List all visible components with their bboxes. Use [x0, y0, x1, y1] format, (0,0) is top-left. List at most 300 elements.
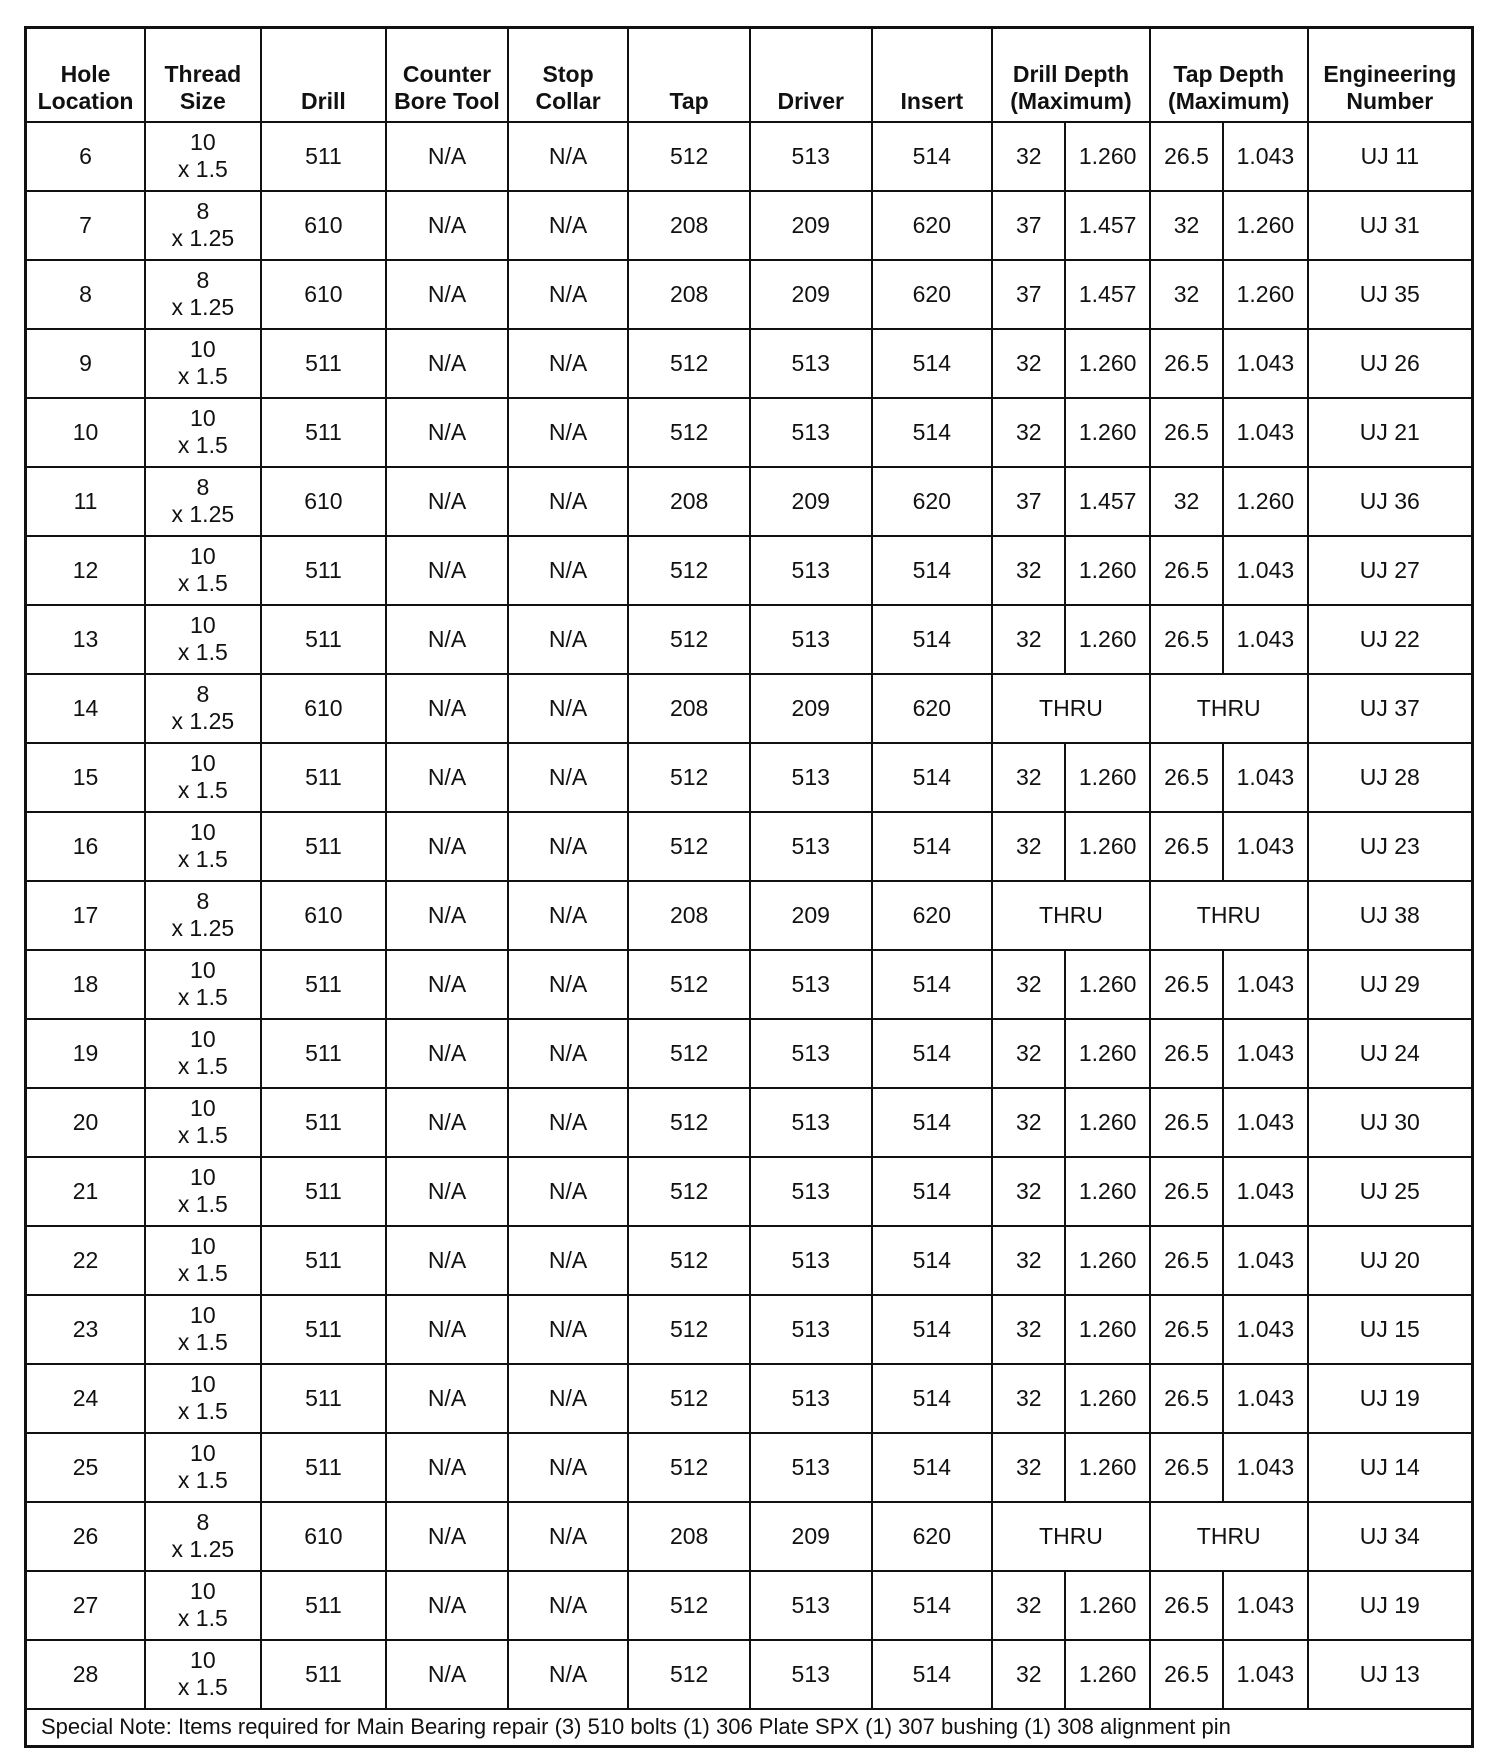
cell-driver: 513 — [750, 1640, 872, 1709]
cell-drill-depth-in: 1.457 — [1065, 260, 1149, 329]
table-row — [26, 743, 1473, 812]
cell-stop-collar: N/A — [508, 881, 629, 950]
table-row — [26, 1364, 1473, 1433]
cell-drill: 511 — [261, 950, 387, 1019]
cell-tap-depth-mm: 26.5 — [1150, 329, 1223, 398]
cell-drill-depth-mm: 32 — [992, 329, 1065, 398]
cell-thread-size: 8 x 1.25 — [145, 674, 261, 743]
cell-insert: 620 — [872, 191, 993, 260]
cell-hole-location: 19 — [26, 1019, 146, 1088]
cell-drill-depth-in: 1.260 — [1065, 1640, 1149, 1709]
table-body — [26, 122, 1473, 1747]
cell-tap-depth-in: 1.043 — [1223, 812, 1307, 881]
cell-hole-location: 22 — [26, 1226, 146, 1295]
cell-driver: 209 — [750, 881, 872, 950]
cell-tap: 512 — [628, 1364, 750, 1433]
cell-tap-depth-mm: 32 — [1150, 467, 1223, 536]
table-row — [26, 1295, 1473, 1364]
cell-drill-depth-mm: 32 — [992, 1088, 1065, 1157]
cell-engineering-number: UJ 36 — [1308, 467, 1473, 536]
cell-counter-bore-tool: N/A — [386, 812, 508, 881]
cell-engineering-number: UJ 21 — [1308, 398, 1473, 467]
cell-counter-bore-tool: N/A — [386, 467, 508, 536]
cell-tap: 512 — [628, 1640, 750, 1709]
cell-counter-bore-tool: N/A — [386, 605, 508, 674]
cell-driver: 513 — [750, 536, 872, 605]
cell-insert: 620 — [872, 881, 993, 950]
cell-tap: 512 — [628, 1571, 750, 1640]
cell-tap-depth-mm: 26.5 — [1150, 122, 1223, 191]
header-insert: Insert — [872, 28, 993, 122]
cell-counter-bore-tool: N/A — [386, 1157, 508, 1226]
special-note-row — [26, 1709, 1473, 1747]
cell-engineering-number: UJ 34 — [1308, 1502, 1473, 1571]
cell-drill: 610 — [261, 1502, 387, 1571]
cell-counter-bore-tool: N/A — [386, 1088, 508, 1157]
cell-stop-collar: N/A — [508, 1502, 629, 1571]
cell-thread-size: 10 x 1.5 — [145, 950, 261, 1019]
cell-thread-size: 8 x 1.25 — [145, 191, 261, 260]
cell-drill-depth-in: 1.260 — [1065, 812, 1149, 881]
cell-drill-depth-in: 1.260 — [1065, 1157, 1149, 1226]
header-tap: Tap — [628, 28, 750, 122]
cell-driver: 513 — [750, 950, 872, 1019]
cell-driver: 209 — [750, 1502, 872, 1571]
cell-drill-depth-in: 1.260 — [1065, 1571, 1149, 1640]
cell-tap-depth-mm: 32 — [1150, 191, 1223, 260]
cell-stop-collar: N/A — [508, 398, 629, 467]
cell-engineering-number: UJ 35 — [1308, 260, 1473, 329]
table-row — [26, 881, 1473, 950]
table-row — [26, 467, 1473, 536]
cell-engineering-number: UJ 25 — [1308, 1157, 1473, 1226]
cell-driver: 513 — [750, 1226, 872, 1295]
cell-insert: 514 — [872, 1364, 993, 1433]
cell-hole-location: 13 — [26, 605, 146, 674]
cell-counter-bore-tool: N/A — [386, 191, 508, 260]
cell-stop-collar: N/A — [508, 950, 629, 1019]
cell-thread-size: 10 x 1.5 — [145, 812, 261, 881]
cell-hole-location: 7 — [26, 191, 146, 260]
cell-drill: 511 — [261, 1364, 387, 1433]
cell-driver: 513 — [750, 1571, 872, 1640]
cell-thread-size: 10 x 1.5 — [145, 1571, 261, 1640]
cell-hole-location: 25 — [26, 1433, 146, 1502]
cell-drill: 610 — [261, 191, 387, 260]
cell-drill-depth-thru: THRU — [992, 674, 1150, 743]
cell-thread-size: 10 x 1.5 — [145, 1364, 261, 1433]
cell-tap-depth-mm: 26.5 — [1150, 950, 1223, 1019]
cell-hole-location: 8 — [26, 260, 146, 329]
table-row — [26, 950, 1473, 1019]
header-thread-size: Thread Size — [145, 28, 261, 122]
cell-drill: 511 — [261, 1295, 387, 1364]
cell-counter-bore-tool: N/A — [386, 1295, 508, 1364]
header-drill: Drill — [261, 28, 387, 122]
cell-tap-depth-in: 1.043 — [1223, 1157, 1307, 1226]
cell-tap-depth-mm: 26.5 — [1150, 605, 1223, 674]
cell-engineering-number: UJ 19 — [1308, 1364, 1473, 1433]
cell-thread-size: 10 x 1.5 — [145, 398, 261, 467]
cell-tap-depth-in: 1.260 — [1223, 260, 1307, 329]
cell-tap-depth-in: 1.043 — [1223, 1226, 1307, 1295]
cell-drill-depth-mm: 32 — [992, 1019, 1065, 1088]
cell-hole-location: 12 — [26, 536, 146, 605]
cell-drill-depth-mm: 32 — [992, 743, 1065, 812]
cell-tap: 512 — [628, 1295, 750, 1364]
header-tap-depth: Tap Depth (Maximum) — [1150, 28, 1308, 122]
cell-driver: 513 — [750, 398, 872, 467]
cell-drill-depth-thru: THRU — [992, 881, 1150, 950]
cell-hole-location: 15 — [26, 743, 146, 812]
cell-drill-depth-in: 1.260 — [1065, 605, 1149, 674]
cell-counter-bore-tool: N/A — [386, 1640, 508, 1709]
cell-stop-collar: N/A — [508, 743, 629, 812]
cell-tap: 512 — [628, 536, 750, 605]
cell-tap-depth-in: 1.043 — [1223, 1433, 1307, 1502]
cell-drill-depth-in: 1.260 — [1065, 1088, 1149, 1157]
cell-driver: 513 — [750, 1157, 872, 1226]
cell-stop-collar: N/A — [508, 1295, 629, 1364]
cell-drill-depth-in: 1.260 — [1065, 1364, 1149, 1433]
cell-drill-depth-mm: 32 — [992, 398, 1065, 467]
cell-tap: 512 — [628, 1019, 750, 1088]
cell-drill-depth-thru: THRU — [992, 1502, 1150, 1571]
special-note: Special Note: Items required for Main Bearing repair (3) 510 bolts (1) 306 Plate SPX (1) 307 bushing (1) 308 alignment pin — [26, 1709, 1473, 1747]
cell-drill: 610 — [261, 674, 387, 743]
cell-thread-size: 10 x 1.5 — [145, 1295, 261, 1364]
cell-thread-size: 10 x 1.5 — [145, 329, 261, 398]
cell-counter-bore-tool: N/A — [386, 1226, 508, 1295]
cell-counter-bore-tool: N/A — [386, 536, 508, 605]
cell-engineering-number: UJ 19 — [1308, 1571, 1473, 1640]
cell-tap-depth-in: 1.043 — [1223, 536, 1307, 605]
cell-drill-depth-mm: 32 — [992, 812, 1065, 881]
table-row — [26, 674, 1473, 743]
table-row — [26, 191, 1473, 260]
cell-tap: 512 — [628, 329, 750, 398]
cell-insert: 514 — [872, 1019, 993, 1088]
cell-hole-location: 14 — [26, 674, 146, 743]
cell-counter-bore-tool: N/A — [386, 1364, 508, 1433]
cell-engineering-number: UJ 28 — [1308, 743, 1473, 812]
cell-tap-depth-mm: 26.5 — [1150, 1433, 1223, 1502]
cell-hole-location: 16 — [26, 812, 146, 881]
cell-tap: 512 — [628, 122, 750, 191]
cell-drill-depth-in: 1.260 — [1065, 536, 1149, 605]
cell-insert: 514 — [872, 812, 993, 881]
cell-drill: 511 — [261, 605, 387, 674]
cell-drill-depth-mm: 32 — [992, 536, 1065, 605]
table-row — [26, 1571, 1473, 1640]
cell-engineering-number: UJ 22 — [1308, 605, 1473, 674]
cell-driver: 209 — [750, 674, 872, 743]
cell-drill-depth-mm: 32 — [992, 122, 1065, 191]
cell-drill-depth-mm: 32 — [992, 1571, 1065, 1640]
cell-stop-collar: N/A — [508, 1364, 629, 1433]
cell-tap-depth-thru: THRU — [1150, 881, 1308, 950]
cell-tap-depth-mm: 26.5 — [1150, 1571, 1223, 1640]
cell-tap-depth-mm: 26.5 — [1150, 1226, 1223, 1295]
cell-stop-collar: N/A — [508, 329, 629, 398]
cell-tap: 512 — [628, 398, 750, 467]
cell-tap: 512 — [628, 1433, 750, 1502]
table-row — [26, 260, 1473, 329]
header-driver: Driver — [750, 28, 872, 122]
cell-insert: 514 — [872, 398, 993, 467]
table-row — [26, 329, 1473, 398]
cell-drill: 511 — [261, 743, 387, 812]
cell-drill: 511 — [261, 1157, 387, 1226]
cell-drill-depth-in: 1.457 — [1065, 191, 1149, 260]
cell-thread-size: 10 x 1.5 — [145, 1226, 261, 1295]
cell-stop-collar: N/A — [508, 1226, 629, 1295]
cell-drill-depth-mm: 37 — [992, 191, 1065, 260]
cell-drill: 511 — [261, 536, 387, 605]
cell-engineering-number: UJ 38 — [1308, 881, 1473, 950]
cell-counter-bore-tool: N/A — [386, 1571, 508, 1640]
cell-tap-depth-in: 1.260 — [1223, 467, 1307, 536]
cell-drill-depth-in: 1.260 — [1065, 1433, 1149, 1502]
cell-tap: 512 — [628, 1157, 750, 1226]
table-row — [26, 605, 1473, 674]
cell-tap-depth-in: 1.043 — [1223, 743, 1307, 812]
cell-hole-location: 28 — [26, 1640, 146, 1709]
cell-engineering-number: UJ 26 — [1308, 329, 1473, 398]
cell-stop-collar: N/A — [508, 1640, 629, 1709]
cell-drill: 610 — [261, 260, 387, 329]
cell-engineering-number: UJ 14 — [1308, 1433, 1473, 1502]
cell-thread-size: 8 x 1.25 — [145, 1502, 261, 1571]
cell-hole-location: 6 — [26, 122, 146, 191]
cell-engineering-number: UJ 23 — [1308, 812, 1473, 881]
cell-engineering-number: UJ 31 — [1308, 191, 1473, 260]
cell-drill-depth-mm: 32 — [992, 1364, 1065, 1433]
cell-thread-size: 10 x 1.5 — [145, 1019, 261, 1088]
cell-tap-depth-mm: 26.5 — [1150, 812, 1223, 881]
cell-drill: 511 — [261, 812, 387, 881]
cell-stop-collar: N/A — [508, 122, 629, 191]
cell-engineering-number: UJ 24 — [1308, 1019, 1473, 1088]
cell-tap-depth-thru: THRU — [1150, 674, 1308, 743]
cell-tap-depth-in: 1.043 — [1223, 122, 1307, 191]
cell-engineering-number: UJ 20 — [1308, 1226, 1473, 1295]
cell-driver: 513 — [750, 122, 872, 191]
cell-hole-location: 21 — [26, 1157, 146, 1226]
cell-tap: 208 — [628, 467, 750, 536]
cell-stop-collar: N/A — [508, 812, 629, 881]
table-row — [26, 812, 1473, 881]
table-row — [26, 1088, 1473, 1157]
cell-insert: 514 — [872, 536, 993, 605]
table-row — [26, 1433, 1473, 1502]
cell-counter-bore-tool: N/A — [386, 1019, 508, 1088]
cell-tap-depth-mm: 26.5 — [1150, 536, 1223, 605]
cell-tap-depth-in: 1.043 — [1223, 1295, 1307, 1364]
cell-tap-depth-mm: 26.5 — [1150, 1157, 1223, 1226]
cell-insert: 620 — [872, 260, 993, 329]
cell-engineering-number: UJ 37 — [1308, 674, 1473, 743]
cell-counter-bore-tool: N/A — [386, 674, 508, 743]
cell-tap: 512 — [628, 950, 750, 1019]
cell-tap: 208 — [628, 1502, 750, 1571]
table-row — [26, 1502, 1473, 1571]
cell-thread-size: 10 x 1.5 — [145, 743, 261, 812]
cell-insert: 514 — [872, 605, 993, 674]
cell-engineering-number: UJ 11 — [1308, 122, 1473, 191]
cell-stop-collar: N/A — [508, 1433, 629, 1502]
cell-tap: 512 — [628, 743, 750, 812]
cell-thread-size: 10 x 1.5 — [145, 122, 261, 191]
table-row — [26, 1640, 1473, 1709]
cell-hole-location: 20 — [26, 1088, 146, 1157]
header-engineering-number: Engineering Number — [1308, 28, 1473, 122]
cell-tap-depth-in: 1.043 — [1223, 950, 1307, 1019]
cell-drill: 511 — [261, 329, 387, 398]
cell-insert: 620 — [872, 1502, 993, 1571]
cell-driver: 513 — [750, 329, 872, 398]
cell-tap-depth-mm: 26.5 — [1150, 398, 1223, 467]
cell-thread-size: 10 x 1.5 — [145, 536, 261, 605]
cell-driver: 513 — [750, 812, 872, 881]
table-row — [26, 1019, 1473, 1088]
header-stop-collar: Stop Collar — [508, 28, 629, 122]
cell-hole-location: 23 — [26, 1295, 146, 1364]
cell-hole-location: 10 — [26, 398, 146, 467]
cell-tap-depth-mm: 26.5 — [1150, 1640, 1223, 1709]
cell-thread-size: 8 x 1.25 — [145, 881, 261, 950]
cell-thread-size: 8 x 1.25 — [145, 467, 261, 536]
cell-tap-depth-mm: 32 — [1150, 260, 1223, 329]
cell-counter-bore-tool: N/A — [386, 122, 508, 191]
cell-engineering-number: UJ 30 — [1308, 1088, 1473, 1157]
cell-counter-bore-tool: N/A — [386, 950, 508, 1019]
cell-counter-bore-tool: N/A — [386, 260, 508, 329]
cell-drill: 511 — [261, 1571, 387, 1640]
cell-driver: 209 — [750, 260, 872, 329]
cell-tap: 512 — [628, 1226, 750, 1295]
cell-driver: 209 — [750, 467, 872, 536]
cell-tap-depth-in: 1.260 — [1223, 191, 1307, 260]
table-row — [26, 398, 1473, 467]
cell-tap: 208 — [628, 881, 750, 950]
cell-drill-depth-in: 1.260 — [1065, 1226, 1149, 1295]
cell-hole-location: 26 — [26, 1502, 146, 1571]
cell-stop-collar: N/A — [508, 536, 629, 605]
cell-stop-collar: N/A — [508, 605, 629, 674]
cell-engineering-number: UJ 13 — [1308, 1640, 1473, 1709]
cell-engineering-number: UJ 15 — [1308, 1295, 1473, 1364]
cell-stop-collar: N/A — [508, 1157, 629, 1226]
cell-tap-depth-in: 1.043 — [1223, 329, 1307, 398]
cell-engineering-number: UJ 27 — [1308, 536, 1473, 605]
cell-drill-depth-mm: 32 — [992, 1226, 1065, 1295]
cell-drill-depth-in: 1.260 — [1065, 1295, 1149, 1364]
cell-driver: 209 — [750, 191, 872, 260]
cell-hole-location: 9 — [26, 329, 146, 398]
cell-driver: 513 — [750, 1433, 872, 1502]
tool-spec-table — [24, 26, 1474, 1748]
cell-drill: 610 — [261, 881, 387, 950]
cell-hole-location: 18 — [26, 950, 146, 1019]
cell-tap: 208 — [628, 191, 750, 260]
cell-stop-collar: N/A — [508, 1571, 629, 1640]
cell-drill-depth-mm: 32 — [992, 1295, 1065, 1364]
cell-stop-collar: N/A — [508, 1088, 629, 1157]
cell-driver: 513 — [750, 605, 872, 674]
cell-tap: 512 — [628, 1088, 750, 1157]
cell-drill-depth-in: 1.260 — [1065, 398, 1149, 467]
table-row — [26, 1226, 1473, 1295]
cell-tap-depth-in: 1.043 — [1223, 1571, 1307, 1640]
cell-insert: 514 — [872, 1433, 993, 1502]
cell-tap-depth-mm: 26.5 — [1150, 1364, 1223, 1433]
cell-drill-depth-mm: 37 — [992, 260, 1065, 329]
cell-counter-bore-tool: N/A — [386, 743, 508, 812]
cell-driver: 513 — [750, 743, 872, 812]
table-row — [26, 536, 1473, 605]
cell-insert: 514 — [872, 1226, 993, 1295]
cell-counter-bore-tool: N/A — [386, 329, 508, 398]
cell-hole-location: 17 — [26, 881, 146, 950]
cell-tap-depth-mm: 26.5 — [1150, 1019, 1223, 1088]
cell-drill-depth-mm: 32 — [992, 1640, 1065, 1709]
header-counter-bore-tool: Counter Bore Tool — [386, 28, 508, 122]
cell-drill: 511 — [261, 1088, 387, 1157]
cell-tap-depth-in: 1.043 — [1223, 1364, 1307, 1433]
cell-thread-size: 8 x 1.25 — [145, 260, 261, 329]
cell-insert: 514 — [872, 1571, 993, 1640]
cell-insert: 514 — [872, 1088, 993, 1157]
cell-hole-location: 11 — [26, 467, 146, 536]
cell-insert: 620 — [872, 674, 993, 743]
cell-driver: 513 — [750, 1088, 872, 1157]
cell-counter-bore-tool: N/A — [386, 398, 508, 467]
cell-engineering-number: UJ 29 — [1308, 950, 1473, 1019]
cell-thread-size: 10 x 1.5 — [145, 1433, 261, 1502]
cell-insert: 514 — [872, 329, 993, 398]
cell-tap-depth-mm: 26.5 — [1150, 1295, 1223, 1364]
cell-stop-collar: N/A — [508, 260, 629, 329]
cell-drill-depth-mm: 32 — [992, 950, 1065, 1019]
cell-counter-bore-tool: N/A — [386, 1502, 508, 1571]
cell-driver: 513 — [750, 1364, 872, 1433]
cell-hole-location: 27 — [26, 1571, 146, 1640]
cell-driver: 513 — [750, 1295, 872, 1364]
cell-thread-size: 10 x 1.5 — [145, 1088, 261, 1157]
cell-stop-collar: N/A — [508, 1019, 629, 1088]
cell-tap-depth-thru: THRU — [1150, 1502, 1308, 1571]
cell-drill-depth-mm: 37 — [992, 467, 1065, 536]
cell-drill-depth-in: 1.260 — [1065, 1019, 1149, 1088]
cell-thread-size: 10 x 1.5 — [145, 1640, 261, 1709]
cell-drill: 511 — [261, 1226, 387, 1295]
cell-tap: 208 — [628, 674, 750, 743]
cell-tap-depth-mm: 26.5 — [1150, 1088, 1223, 1157]
cell-insert: 514 — [872, 743, 993, 812]
cell-stop-collar: N/A — [508, 467, 629, 536]
cell-thread-size: 10 x 1.5 — [145, 1157, 261, 1226]
cell-drill-depth-mm: 32 — [992, 605, 1065, 674]
cell-hole-location: 24 — [26, 1364, 146, 1433]
cell-drill-depth-mm: 32 — [992, 1433, 1065, 1502]
cell-drill-depth-in: 1.260 — [1065, 122, 1149, 191]
cell-drill: 511 — [261, 1640, 387, 1709]
cell-drill: 511 — [261, 122, 387, 191]
cell-stop-collar: N/A — [508, 674, 629, 743]
cell-tap-depth-in: 1.043 — [1223, 1640, 1307, 1709]
cell-insert: 514 — [872, 1157, 993, 1226]
